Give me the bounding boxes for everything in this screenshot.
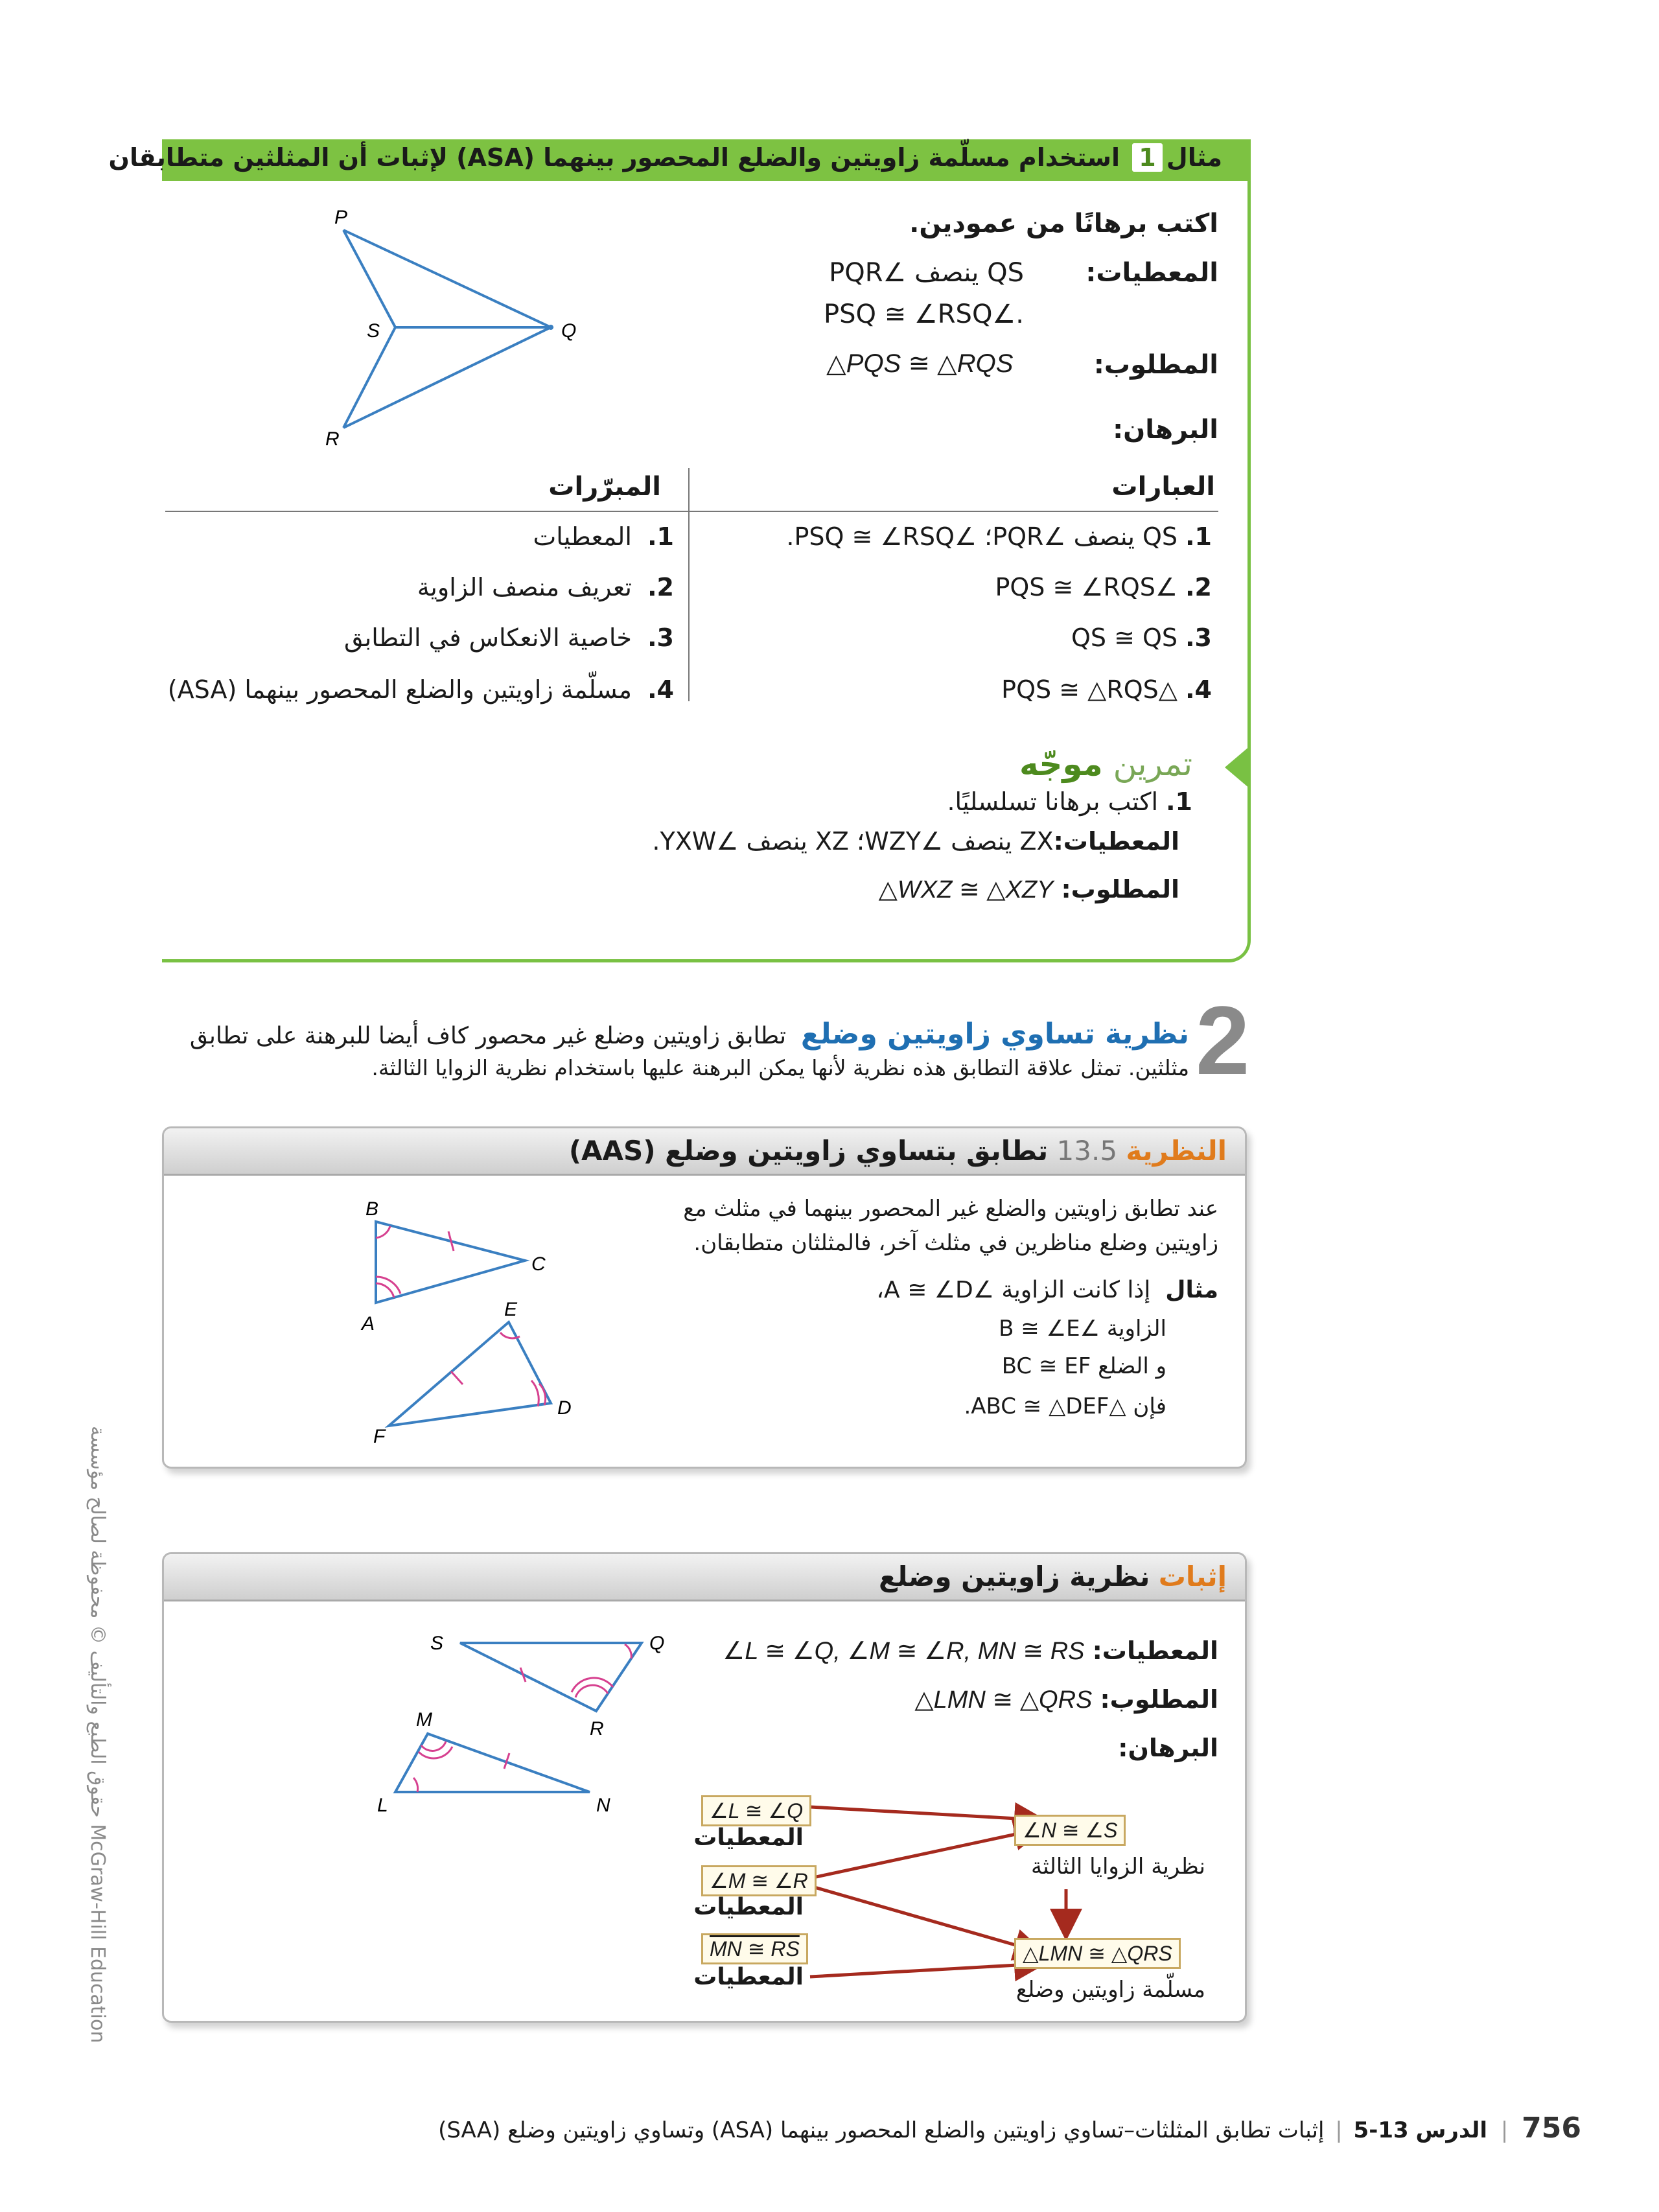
reasons-header: المبرّرات [548, 472, 661, 502]
label-B: B [365, 1198, 379, 1220]
statements-header: العبارات [1111, 472, 1215, 502]
instruction: اكتب برهانًا من عمودين. [909, 209, 1218, 239]
given-label: المعطيات: [1085, 258, 1218, 288]
section-number: 2 [1196, 986, 1250, 1095]
label-R2: R [590, 1718, 604, 1740]
flow-reason: مسلّمة زاويتين وضلع [1015, 1977, 1205, 2003]
lesson-title: إثبات تطابق المثلثات–تساوي زاويتين والضلع المحصور بينهما (ASA) وتساوي زاويتين وضلع (SAA) [438, 2117, 1325, 2143]
proof-prove: المطلوب: △LMN ≅ △QRS [914, 1685, 1218, 1714]
flow-box: ∠M ≅ ∠R [701, 1865, 817, 1896]
given-line-1: QS ينصف ∠PQR [829, 258, 1024, 288]
label-N: N [596, 1795, 610, 1816]
label-S2: S [430, 1633, 444, 1654]
flow-reason: المعطيات [693, 1824, 804, 1851]
page-number: 756 [1522, 2112, 1581, 2145]
guided-practice-given: المعطيات:ZX ينصف ∠WZY؛ XZ ينصف ∠YXW. [652, 827, 1179, 856]
reason-row: 2. تعريف منصف الزاوية [417, 573, 674, 601]
footer: 756 | الدرس 13-5 | إثبات تطابق المثلثات–تساوي زاويتين والضلع المحصور بينهما (ASA) وتساوي زاويتين وضلع (SAA) [438, 2112, 1581, 2145]
section-2-line-2: مثلثين. تمثل علاقة التطابق هذه نظرية لأنها يمكن البرهنة عليها باستخدام نظرية الزوايا الثالثة. [371, 1055, 1189, 1080]
tick-mark [451, 1371, 463, 1384]
theorem-example-1: مثال إذا كانت الزاوية ∠A ≅ ∠D، [876, 1277, 1218, 1303]
proof-header [164, 1554, 1245, 1601]
flow-reason: نظرية الزوايا الثالثة [1031, 1854, 1205, 1880]
table-rule [165, 511, 1218, 512]
angle-arc-m [421, 1741, 446, 1751]
reason-row: 1. المعطيات [533, 522, 674, 551]
reason-row: 3. خاصية الانعكاس في التطابق [343, 623, 674, 652]
label-C: C [531, 1253, 546, 1275]
copyright-side-text: حقوق الطبع والتأليف © محفوظة لصالح مؤسسة McGraw-Hill Education [86, 1426, 109, 2043]
guided-practice-prove: المطلوب: △WXZ ≅ △XZY [878, 875, 1179, 903]
theorem-body-1: عند تطابق زاويتين والضلع غير المحصور بينهما في مثلث مع [683, 1196, 1218, 1222]
example-1-header [108, 139, 1251, 181]
arrow [810, 1964, 1040, 1977]
section-heading: نظرية تساوي زاويتين وضلع [800, 1018, 1189, 1051]
flow-box: △LMN ≅ △QRS [1014, 1938, 1181, 1969]
label-M: M [416, 1709, 432, 1730]
example-word: مثال [1166, 143, 1222, 172]
triangle-sqr [460, 1643, 642, 1711]
guided-practice-item: 1. اكتب برهانا تسلسليًا. [947, 787, 1192, 816]
kite-figure [305, 204, 590, 450]
statement-row: 1. QS ينصف ∠PQR؛ ∠PSQ ≅ ∠RSQ. [786, 522, 1212, 551]
flow-box: MN ≅ RS [701, 1933, 808, 1964]
arrow [810, 1886, 1040, 1952]
theorem-number: 13.5 [1056, 1135, 1118, 1167]
label-E: E [504, 1299, 518, 1320]
label-P: P [334, 207, 348, 228]
flow-reason: المعطيات [693, 1894, 804, 1920]
proof-word: إثبات [1158, 1561, 1227, 1592]
angle-arc-d [539, 1384, 546, 1405]
theorem-title: تطابق بتساوي زاويتين وضلع (AAS) [568, 1135, 1049, 1167]
label-L: L [377, 1795, 388, 1816]
lmn-qrs-figure [363, 1630, 687, 1824]
statement-row: 2. ∠PQS ≅ ∠RQS [995, 573, 1212, 601]
label-A: A [362, 1313, 375, 1334]
proof-label: البرهان: [1118, 1734, 1218, 1762]
guided-practice-title: تمرين موجّه [1019, 745, 1192, 783]
triangle-def [389, 1322, 551, 1426]
flow-box: ∠L ≅ ∠Q [701, 1795, 811, 1826]
theorem-example-3: و الضلع BC ≅ EF [1001, 1353, 1166, 1379]
angle-arc-q [625, 1644, 631, 1659]
theorem-header [164, 1128, 1245, 1176]
guided-practice-tab [1225, 745, 1251, 789]
theorem-word: النظرية [1126, 1135, 1227, 1167]
statement-row: 4. △PQS ≅ △RQS [1001, 675, 1212, 704]
angle-arc-r [575, 1685, 608, 1697]
lesson-number: 13-5 [1353, 2117, 1409, 2143]
flow-box: ∠N ≅ ∠S [1014, 1815, 1126, 1846]
label-Q2: Q [649, 1633, 665, 1654]
example-title: استخدام مسلّمة زاويتين والضلع المحصور بينهما (ASA) لإثبات أن المثلثين متطابقان [108, 143, 1120, 172]
label-Q: Q [561, 320, 577, 342]
prove-statement: △PQS ≅ △RQS [826, 349, 1014, 378]
arrow [810, 1829, 1040, 1878]
label-F: F [373, 1426, 386, 1445]
triangle-lmn [395, 1734, 590, 1792]
prove-label: المطلوب: [1093, 350, 1218, 380]
statement-row: 3. QS ≅ QS [1071, 623, 1212, 652]
arrow [810, 1807, 1040, 1820]
label-R: R [325, 428, 340, 450]
aas-figure [337, 1186, 609, 1445]
section-2-paragraph: نظرية تساوي زاويتين وضلع تطابق زاويتين وضلع غير محصور كاف أيضا للبرهنة على تطابق [189, 1018, 1189, 1051]
flow-reason: المعطيات [693, 1964, 804, 1990]
example-number: 1 [1132, 143, 1162, 172]
theorem-body-2: زاويتين وضلع مناظرين في مثلث آخر، فالمثلثان متطابقان. [693, 1230, 1218, 1256]
angle-arc-l [413, 1778, 418, 1792]
label-S: S [367, 320, 380, 342]
lesson-word: الدرس [1415, 2117, 1488, 2143]
proof-label: البرهان: [1113, 415, 1218, 445]
proof-given: المعطيات: ∠L ≅ ∠Q, ∠M ≅ ∠R, MN ≅ RS [723, 1636, 1218, 1665]
theorem-example-2: الزاوية ∠B ≅ ∠E [999, 1316, 1166, 1342]
proof-title: نظرية زاويتين وضلع [878, 1561, 1150, 1592]
angle-arc-b [376, 1226, 390, 1238]
reason-row: 4. مسلّمة زاويتين والضلع المحصور بينهما (ASA) [167, 675, 674, 704]
label-D: D [557, 1397, 572, 1419]
table-divider [688, 468, 690, 701]
angle-arc-a [376, 1283, 394, 1298]
theorem-example-4: فإن △ABC ≅ △DEF. [964, 1393, 1166, 1419]
given-line-2: .∠PSQ ≅ ∠RSQ [823, 299, 1024, 329]
